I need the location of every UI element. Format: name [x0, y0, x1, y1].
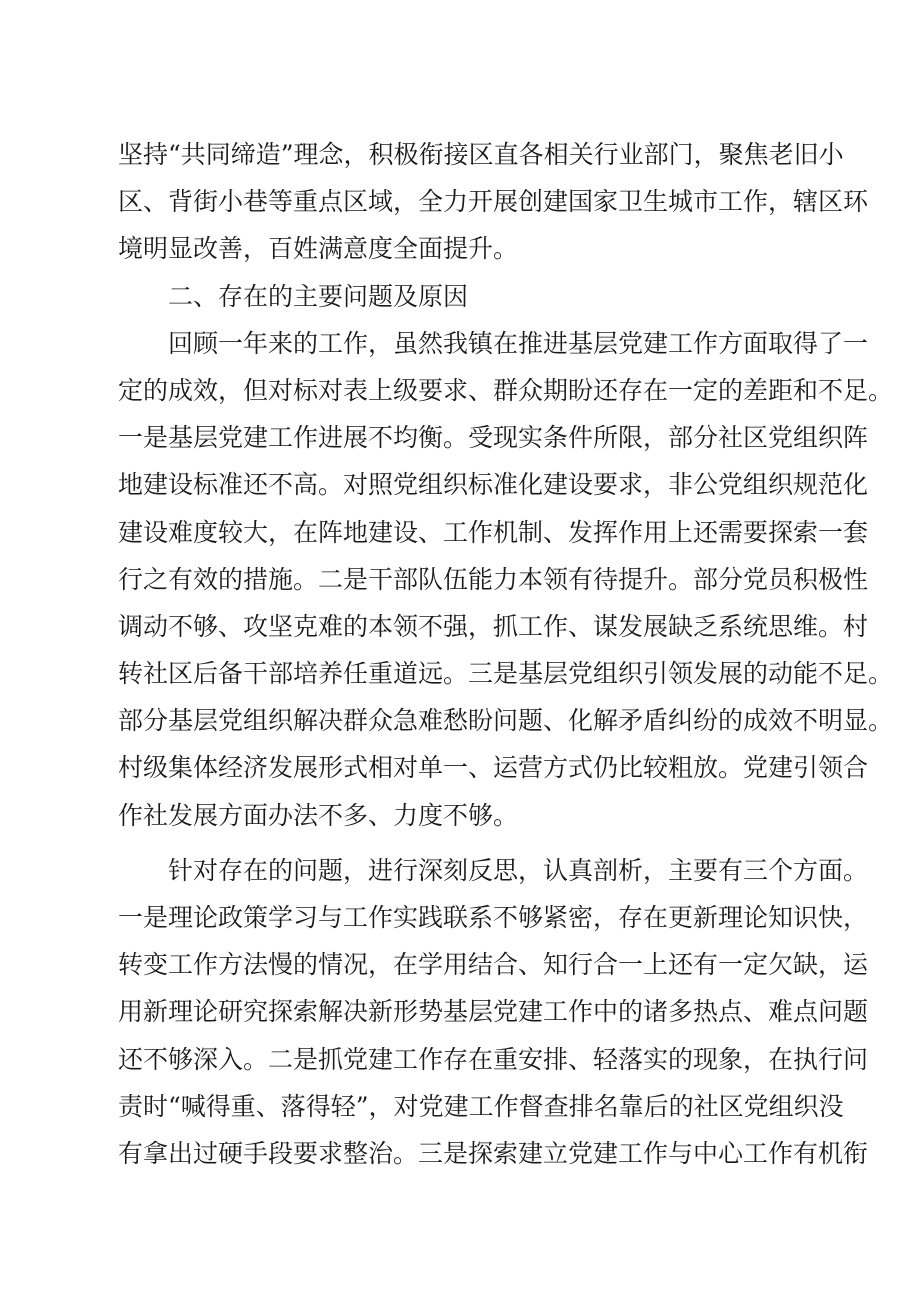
paragraph-1 — [118, 131, 869, 273]
text-line: 建设难度较大，在阵地建设、工作机制、发挥作用上还需要探索一套 — [118, 517, 869, 547]
paragraph-gap — [118, 839, 826, 847]
text-line: 转社区后备干部培养任重道远。三是基层党组织引领发展的动能不足。 — [118, 659, 894, 689]
text-line: 地建设标准还不高。对照党组织标准化建设要求，非公党组织规范化 — [118, 470, 869, 500]
text-line: 境明显改善，百姓满意度全面提升。 — [118, 234, 519, 264]
text-line: 一是理论政策学习与工作实践联系不够紧密，存在更新理论知识快， — [118, 903, 869, 932]
text-line: 回顾一年来的工作，虽然我镇在推进基层党建工作方面取得了一 — [168, 328, 869, 358]
text-line: 定的成效，但对标对表上级要求、群众期盼还存在一定的差距和不足。 — [118, 375, 894, 405]
text-line: 用新理论研究探索解决新形势基层党建工作中的诸多热点、难点问题 — [118, 997, 869, 1027]
document-body — [118, 131, 894, 1177]
text-line: 还不够深入。二是抓党建工作存在重安排、轻落实的现象，在执行问 — [118, 1044, 869, 1074]
paragraph-3 — [118, 847, 869, 1177]
text-line: 部分基层党组织解决群众急难愁盼问题、化解矛盾纠纷的成效不明显。 — [118, 706, 894, 736]
text-line: 行之有效的措施。二是干部队伍能力本领有待提升。部分党员积极性 — [118, 564, 869, 594]
text-line: 村级集体经济发展形式相对单一、运营方式仍比较粗放。党建引领合 — [118, 753, 869, 783]
text-line: 作社发展方面办法不多、力度不够。 — [118, 800, 519, 830]
section-heading: 二、存在的主要问题及原因 — [168, 281, 469, 311]
text-line: 转变工作方法慢的情况，在学用结合、知行合一上还有一定欠缺，运 — [118, 950, 869, 980]
text-line: 责时“喊得重、落得轻”，对党建工作督查排名靠后的社区党组织没 — [118, 1091, 844, 1121]
paragraph-2 — [118, 320, 894, 839]
text-line: 有拿出过硬手段要求整治。三是探索建立党建工作与中心工作有机衔 — [118, 1138, 869, 1168]
text-line: 区、背街小巷等重点区域，全力开展创建国家卫生城市工作，辖区环 — [118, 187, 869, 217]
text-line: 一是基层党建工作进展不均衡。受现实条件所限，部分社区党组织阵 — [118, 423, 869, 453]
text-line: 坚持“共同缔造”理念，积极衔接区直各相关行业部门，聚焦老旧小 — [118, 140, 844, 169]
text-line: 调动不够、攻坚克难的本领不强，抓工作、谋发展缺乏系统思维。村 — [118, 611, 869, 641]
text-line: 针对存在的问题，进行深刻反思，认真剖析，主要有三个方面。 — [168, 855, 869, 885]
